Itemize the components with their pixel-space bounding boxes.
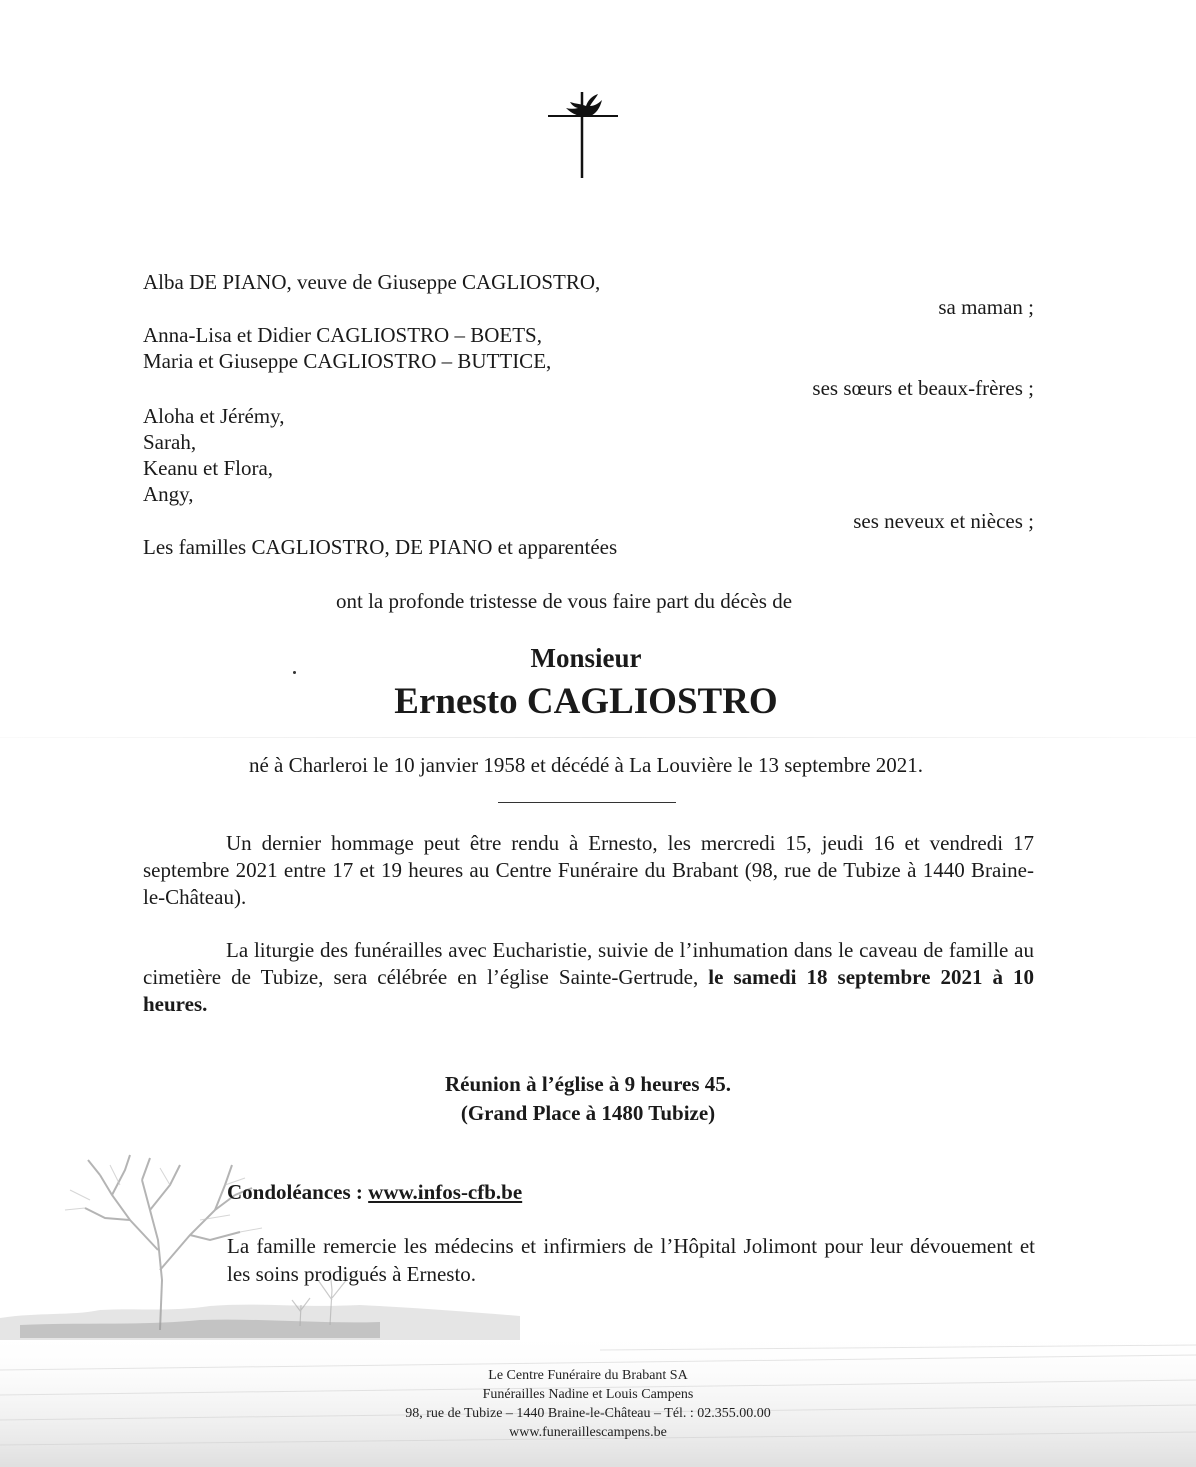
condolences xyxy=(227,1180,522,1205)
nephew-line: Keanu et Flora, xyxy=(143,456,274,480)
sibling-line: Anna-Lisa et Didier CAGLIOSTRO – BOETS, xyxy=(143,323,542,347)
families-line: Les familles CAGLIOSTRO, DE PIANO et apparentées xyxy=(143,535,618,559)
footer-brand: Funérailles Nadine et Louis Campens xyxy=(482,1387,694,1402)
footer-website[interactable]: www.funeraillescampens.be xyxy=(509,1425,667,1440)
nephew-line: Angy, xyxy=(143,482,194,506)
footer-company: Le Centre Funéraire du Brabant SA xyxy=(488,1368,688,1383)
condolences-label: Condoléances : xyxy=(227,1180,363,1204)
honorific: Monsieur xyxy=(530,643,642,673)
nephew-line: Sarah, xyxy=(143,430,197,454)
tribute-paragraph xyxy=(143,830,1034,911)
condolences-link[interactable]: www.infos-cfb.be xyxy=(368,1180,523,1204)
nephews-role: ses neveux et nièces ; xyxy=(853,509,1034,533)
liturgy-paragraph xyxy=(143,937,1034,1018)
mother-line: Alba DE PIANO, veuve de Giuseppe CAGLIOSTRO, xyxy=(143,270,601,294)
footer-address: 98, rue de Tubize – 1440 Braine-le-Château – Tél. : 02.355.00.00 xyxy=(405,1406,771,1421)
meeting-address: (Grand Place à 1480 Tubize) xyxy=(460,1101,716,1125)
mother-role: sa maman ; xyxy=(938,295,1034,319)
tribute-text: Un dernier hommage peut être rendu à Ernesto, les mercredi 15, jeudi 16 et vendredi 17 septembre 2021 entre 17 et 19 heures au Centre Funéraire du Brabant (98, rue de Tubize à 1440 Braine-le-Château). xyxy=(143,831,1034,909)
deceased-name: Ernesto CAGLIOSTRO xyxy=(394,681,778,722)
nephew-line: Aloha et Jérémy, xyxy=(143,404,285,428)
thanks-paragraph: La famille remercie les médecins et infirmiers de l’Hôpital Jolimont pour leur dévouement et les soins prodigués à Ernesto. xyxy=(227,1234,1035,1286)
liturgy-text: La liturgie des funérailles avec Eucharistie, suivie de l’inhumation dans le caveau de famille au cimetière de Tubize, sera célébrée en l’église Sainte-Gertrude, xyxy=(143,938,1034,989)
sibling-line: Maria et Giuseppe CAGLIOSTRO – BUTTICE, xyxy=(143,349,552,373)
cross-with-dove-icon xyxy=(540,86,624,182)
birth-death-dates: né à Charleroi le 10 janvier 1958 et décédé à La Louvière le 13 septembre 2021. xyxy=(248,753,924,777)
separator-line xyxy=(498,802,676,803)
announcement: ont la profonde tristesse de vous faire part du décès de xyxy=(336,589,793,613)
siblings-role: ses sœurs et beaux-frères ; xyxy=(812,376,1034,400)
funeral-date: le samedi 18 septembre 2021 à 10 heures. xyxy=(143,965,1035,1016)
meeting-time: Réunion à l’église à 9 heures 45. xyxy=(444,1072,732,1096)
fold-line xyxy=(0,737,1196,738)
